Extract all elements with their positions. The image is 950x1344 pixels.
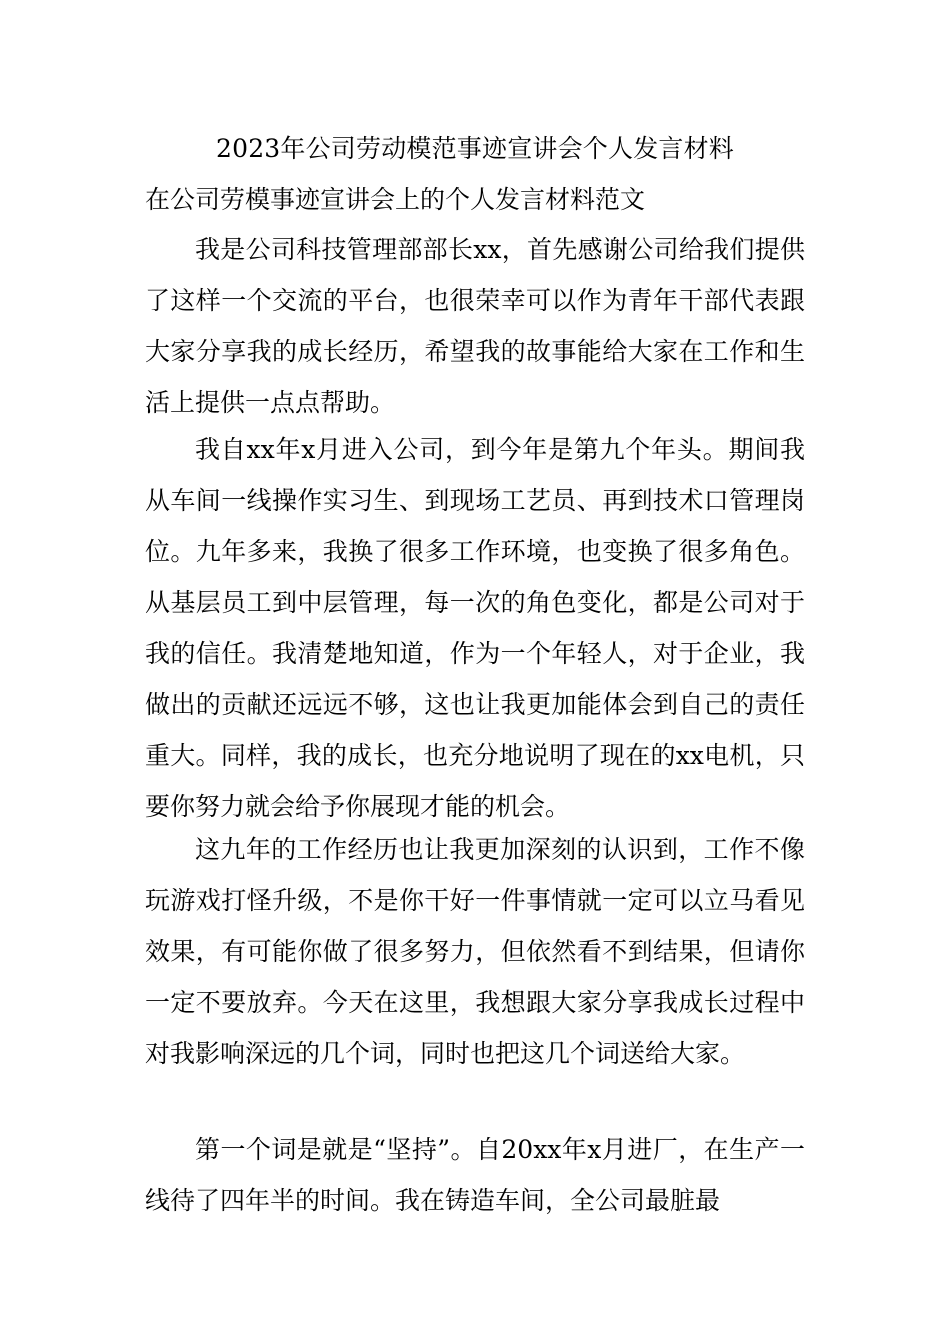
paragraph-1: 我是公司科技管理部部长xx，首先感谢公司给我们提供了这样一个交流的平台，也很荣幸可以作为青年干部代表跟大家分享我的成长经历，希望我的故事能给大家在工作和生活上提供一点点帮助。 (145, 235, 805, 417)
paragraph-2: 我自xx年x月进入公司，到今年是第九个年头。期间我从车间一线操作实习生、到现场工艺员、再到技术口管理岗位。九年多来，我换了很多工作环境，也变换了很多角色。从基层员工到中层管理，每一次的角色变化，都是公司对于我的信任。我清楚地知道，作为一个年轻人，对于企业，我做出的贡献还远远不够，这也让我更加能体会到自己的责任重大。同样，我的成长，也充分地说明了现在的xx电机，只要你努力就会给予你展现才能的机会。 (145, 435, 805, 821)
document-title: 2023年公司劳动模范事迹宣讲会个人发言材料 (215, 134, 735, 163)
paragraph-3: 这九年的工作经历也让我更加深刻的认识到，工作不像玩游戏打怪升级，不是你干好一件事情就一定可以立马看见效果，有可能你做了很多努力，但依然看不到结果，但请你一定不要放弃。今天在这里，我想跟大家分享我成长过程中对我影响深远的几个词，同时也把这几个词送给大家。 (145, 835, 805, 1068)
paragraph-4: 第一个词是就是“坚持”。自20xx年x月进厂，在生产一线待了四年半的时间。我在铸造车间，全公司最脏最 (145, 1135, 805, 1215)
document-subtitle: 在公司劳模事迹宣讲会上的个人发言材料范文 (145, 185, 646, 214)
